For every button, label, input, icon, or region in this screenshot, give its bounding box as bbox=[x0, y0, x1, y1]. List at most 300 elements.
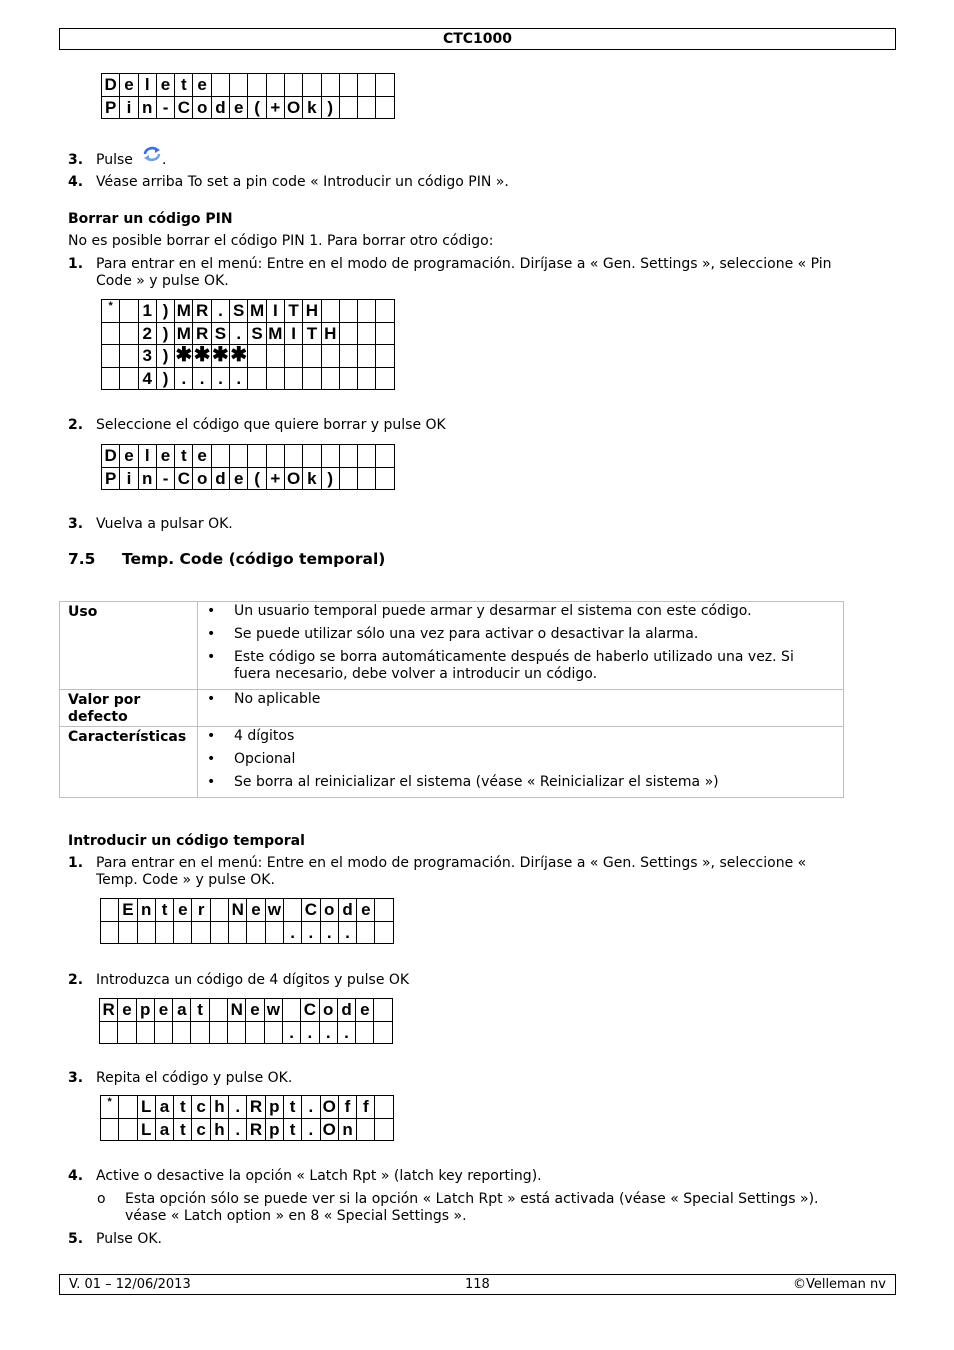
lcd-cell: e bbox=[154, 999, 172, 1022]
lcd-cell bbox=[321, 300, 339, 323]
lcd-row bbox=[102, 322, 395, 345]
step-number: 2. bbox=[68, 417, 84, 433]
lcd-cell bbox=[339, 300, 357, 323]
lcd-cell bbox=[374, 1021, 392, 1044]
lcd-cell bbox=[266, 74, 284, 97]
lcd-cell: e bbox=[230, 96, 248, 119]
lcd-cell: T bbox=[303, 322, 321, 345]
lcd-cell: D bbox=[102, 74, 120, 97]
lcd-cell bbox=[210, 921, 228, 944]
lcd-cell: t bbox=[283, 1096, 301, 1119]
lcd-cell: . bbox=[229, 1118, 247, 1141]
step-number: 3. bbox=[68, 516, 84, 532]
lcd-row bbox=[102, 467, 395, 490]
lcd-row bbox=[100, 1021, 393, 1044]
lcd-cell: * bbox=[101, 1096, 119, 1119]
lcd-cell: - bbox=[156, 96, 174, 119]
lcd-cell bbox=[374, 999, 392, 1022]
lcd-cell bbox=[264, 1021, 282, 1044]
lcd-cell bbox=[230, 445, 248, 468]
lcd-cell bbox=[228, 1021, 246, 1044]
lcd-cell: . bbox=[338, 921, 356, 944]
lcd-cell bbox=[192, 921, 210, 944]
lcd-display-delete-1 bbox=[101, 73, 395, 119]
lcd-cell bbox=[265, 921, 283, 944]
lcd-cell: o bbox=[320, 899, 338, 922]
lcd-cell bbox=[248, 445, 266, 468]
bullet: • bbox=[207, 751, 216, 767]
lcd-cell bbox=[303, 367, 321, 390]
lcd-cell: ( bbox=[248, 467, 266, 490]
lcd-cell: l bbox=[138, 74, 156, 97]
lcd-cell: a bbox=[155, 1096, 173, 1119]
lcd-row bbox=[102, 74, 395, 97]
footer-page-number: 118 bbox=[465, 1277, 490, 1292]
lcd-cell: p bbox=[265, 1118, 283, 1141]
spec-list-item bbox=[206, 691, 835, 708]
lcd-cell bbox=[284, 367, 302, 390]
section-title: Temp. Code (código temporal) bbox=[122, 550, 386, 568]
lcd-cell: O bbox=[284, 96, 302, 119]
lcd-cell: o bbox=[193, 467, 211, 490]
spec-label: Uso bbox=[60, 602, 198, 690]
lcd-cell: N bbox=[228, 999, 246, 1022]
lcd-cell: e bbox=[120, 445, 138, 468]
lcd-cell: I bbox=[266, 300, 284, 323]
lcd-cell bbox=[339, 96, 357, 119]
lcd-cell bbox=[284, 345, 302, 368]
lcd-cell bbox=[210, 899, 228, 922]
lcd-cell: d bbox=[337, 999, 355, 1022]
lcd-cell: O bbox=[320, 1096, 338, 1119]
lcd-cell: . bbox=[283, 921, 301, 944]
lcd-cell bbox=[283, 899, 301, 922]
lcd-cell bbox=[376, 74, 394, 97]
lcd-cell: . bbox=[211, 300, 229, 323]
lcd-cell: d bbox=[211, 467, 229, 490]
lcd-cell bbox=[358, 74, 376, 97]
step-text: Pulse OK. bbox=[96, 1231, 162, 1247]
paragraph: No es posible borrar el código PIN 1. Para borrar otro código: bbox=[68, 233, 494, 249]
step-text: Active o desactive la opción « Latch Rpt » (latch key reporting). bbox=[96, 1168, 542, 1184]
spec-item-text: Un usuario temporal puede armar y desarmar el sistema con este código. bbox=[234, 603, 752, 619]
lcd-cell bbox=[284, 445, 302, 468]
lcd-cell: C bbox=[175, 467, 193, 490]
spec-row bbox=[60, 690, 844, 727]
lcd-cell bbox=[358, 345, 376, 368]
lcd-cell: p bbox=[136, 999, 154, 1022]
lcd-cell: ✱ bbox=[212, 344, 229, 367]
step-number: 2. bbox=[68, 972, 84, 988]
lcd-cell bbox=[174, 921, 192, 944]
spec-list-item bbox=[206, 603, 835, 620]
header-title: CTC1000 bbox=[442, 31, 513, 47]
lcd-cell: e bbox=[193, 74, 211, 97]
lcd-display-enter-code bbox=[100, 898, 394, 944]
lcd-cell bbox=[321, 345, 339, 368]
lcd-cell: . bbox=[229, 1096, 247, 1119]
step-text: Para entrar en el menú: Entre en el modo de programación. Diríjase a « Gen. Settings », seleccione « Pin bbox=[96, 256, 832, 272]
lcd-cell bbox=[248, 367, 266, 390]
spec-values bbox=[198, 602, 844, 690]
lcd-cell: H bbox=[303, 300, 321, 323]
lcd-cell: S bbox=[230, 300, 248, 323]
lcd-cell bbox=[248, 345, 266, 368]
lcd-cell: S bbox=[211, 322, 229, 345]
spec-list-item bbox=[206, 728, 835, 745]
lcd-cell bbox=[376, 300, 394, 323]
lcd-display-pin-list bbox=[101, 299, 395, 390]
lcd-cell bbox=[376, 322, 394, 345]
lcd-cell: e bbox=[357, 899, 375, 922]
bullet: • bbox=[207, 774, 216, 790]
lcd-cell: e bbox=[174, 899, 192, 922]
lcd-cell: O bbox=[284, 467, 302, 490]
lcd-cell: . bbox=[337, 1021, 355, 1044]
lcd-cell: S bbox=[248, 322, 266, 345]
lcd-cell: e bbox=[118, 999, 136, 1022]
lcd-row bbox=[102, 300, 395, 323]
lcd-cell: . bbox=[302, 1118, 320, 1141]
lcd-cell bbox=[357, 921, 375, 944]
lcd-cell: R bbox=[247, 1096, 265, 1119]
lcd-cell: ) bbox=[156, 300, 174, 323]
spec-list-item bbox=[206, 751, 835, 768]
lcd-cell: ) bbox=[321, 467, 339, 490]
lcd-cell bbox=[102, 345, 120, 368]
lcd-cell bbox=[376, 367, 394, 390]
bullet: • bbox=[207, 626, 216, 642]
lcd-cell: a bbox=[173, 999, 191, 1022]
lcd-cell bbox=[321, 367, 339, 390]
lcd-row bbox=[102, 445, 395, 468]
lcd-cell bbox=[266, 345, 284, 368]
spec-list-item bbox=[206, 774, 835, 791]
lcd-cell: . bbox=[319, 1021, 337, 1044]
lcd-cell bbox=[191, 1021, 209, 1044]
lcd-cell: p bbox=[265, 1096, 283, 1119]
step-text: Véase arriba To set a pin code « Introducir un código PIN ». bbox=[96, 174, 509, 190]
sub-text: Esta opción sólo se puede ver si la opción « Latch Rpt » está activada (véase « Special Settings »). bbox=[125, 1191, 819, 1207]
lcd-cell: M bbox=[175, 300, 193, 323]
lcd-cell bbox=[339, 74, 357, 97]
lcd-cell: h bbox=[210, 1118, 228, 1141]
lcd-cell: 4 bbox=[138, 367, 156, 390]
lcd-cell: . bbox=[302, 921, 320, 944]
lcd-cell: - bbox=[156, 467, 174, 490]
lcd-cell bbox=[358, 322, 376, 345]
lcd-cell: w bbox=[265, 899, 283, 922]
lcd-cell bbox=[356, 1021, 374, 1044]
lcd-cell bbox=[154, 1021, 172, 1044]
spec-item-text: Se borra al reinicializar el sistema (véase « Reinicializar el sistema ») bbox=[234, 774, 719, 790]
lcd-cell bbox=[209, 999, 227, 1022]
lcd-cell: t bbox=[174, 1096, 192, 1119]
lcd-cell: c bbox=[192, 1096, 210, 1119]
step-text: Introduzca un código de 4 dígitos y pulse OK bbox=[96, 972, 410, 988]
lcd-cell: R bbox=[193, 300, 211, 323]
section-number: 7.5 bbox=[68, 550, 96, 568]
lcd-cell bbox=[357, 1118, 375, 1141]
lcd-cell bbox=[102, 367, 120, 390]
lcd-cell bbox=[101, 1118, 119, 1141]
lcd-cell bbox=[137, 921, 155, 944]
lcd-cell: ) bbox=[156, 367, 174, 390]
lcd-cell: 2 bbox=[138, 322, 156, 345]
refresh-icon bbox=[141, 145, 163, 163]
lcd-cell: . bbox=[230, 367, 248, 390]
footer-version: V. 01 – 12/06/2013 bbox=[69, 1277, 191, 1292]
lcd-cell: i bbox=[120, 96, 138, 119]
lcd-cell: e bbox=[230, 467, 248, 490]
lcd-cell: o bbox=[319, 999, 337, 1022]
lcd-cell bbox=[136, 1021, 154, 1044]
lcd-cell bbox=[266, 445, 284, 468]
lcd-cell: e bbox=[356, 999, 374, 1022]
lcd-cell: D bbox=[102, 445, 120, 468]
lcd-row bbox=[100, 999, 393, 1022]
lcd-cell: M bbox=[266, 322, 284, 345]
step-text: Seleccione el código que quiere borrar y pulse OK bbox=[96, 417, 446, 433]
lcd-cell: L bbox=[137, 1118, 155, 1141]
lcd-cell: I bbox=[284, 322, 302, 345]
lcd-cell bbox=[339, 367, 357, 390]
lcd-cell: . bbox=[193, 367, 211, 390]
lcd-cell: t bbox=[283, 1118, 301, 1141]
lcd-cell bbox=[266, 367, 284, 390]
lcd-cell: n bbox=[338, 1118, 356, 1141]
lcd-cell: 1 bbox=[138, 300, 156, 323]
bullet: • bbox=[207, 649, 216, 665]
lcd-cell bbox=[102, 322, 120, 345]
page-header bbox=[59, 28, 896, 50]
lcd-cell bbox=[211, 74, 229, 97]
lcd-cell bbox=[375, 921, 393, 944]
lcd-cell bbox=[358, 300, 376, 323]
lcd-cell bbox=[118, 1021, 136, 1044]
lcd-cell bbox=[339, 345, 357, 368]
lcd-cell bbox=[339, 467, 357, 490]
lcd-cell bbox=[339, 322, 357, 345]
subheading-borrar: Borrar un código PIN bbox=[68, 211, 233, 227]
sub-bullet: o bbox=[97, 1191, 106, 1207]
spec-label: Valor por defecto bbox=[60, 690, 198, 727]
step-text: Vuelva a pulsar OK. bbox=[96, 516, 233, 532]
lcd-cell: ) bbox=[321, 96, 339, 119]
sub-text-cont: véase « Latch option » en 8 « Special Settings ». bbox=[125, 1208, 467, 1224]
lcd-cell: R bbox=[100, 999, 118, 1022]
spec-table bbox=[59, 601, 844, 798]
step-number: 1. bbox=[68, 855, 84, 871]
lcd-cell: f bbox=[357, 1096, 375, 1119]
lcd-cell bbox=[230, 74, 248, 97]
lcd-cell: . bbox=[320, 921, 338, 944]
lcd-cell: h bbox=[210, 1096, 228, 1119]
lcd-cell bbox=[376, 345, 394, 368]
lcd-cell: M bbox=[248, 300, 266, 323]
step-text-end: . bbox=[162, 152, 167, 168]
lcd-cell: ✱ bbox=[193, 344, 211, 367]
lcd-cell: a bbox=[155, 1118, 173, 1141]
spec-values bbox=[198, 690, 844, 727]
lcd-display-repeat-code bbox=[99, 998, 393, 1044]
lcd-cell: * bbox=[102, 300, 120, 323]
lcd-cell: . bbox=[175, 367, 193, 390]
lcd-cell: . bbox=[301, 1021, 319, 1044]
lcd-cell bbox=[119, 921, 137, 944]
lcd-cell bbox=[120, 367, 138, 390]
lcd-cell bbox=[120, 345, 138, 368]
step-number: 3. bbox=[68, 1070, 84, 1086]
lcd-cell: i bbox=[120, 467, 138, 490]
lcd-cell bbox=[321, 74, 339, 97]
spec-row bbox=[60, 727, 844, 798]
lcd-cell: d bbox=[211, 96, 229, 119]
lcd-cell: ) bbox=[156, 322, 174, 345]
lcd-display-delete-2 bbox=[101, 444, 395, 490]
spec-item-text: Se puede utilizar sólo una vez para activar o desactivar la alarma. bbox=[234, 626, 699, 642]
step-text: Pulse bbox=[96, 152, 133, 168]
lcd-cell: n bbox=[138, 467, 156, 490]
step-number: 5. bbox=[68, 1231, 84, 1247]
step-number: 4. bbox=[68, 1168, 84, 1184]
lcd-cell: . bbox=[302, 1096, 320, 1119]
footer-copyright: ©Velleman nv bbox=[792, 1277, 886, 1292]
lcd-cell: P bbox=[102, 467, 120, 490]
lcd-cell: L bbox=[137, 1096, 155, 1119]
lcd-cell: w bbox=[264, 999, 282, 1022]
lcd-cell: e bbox=[156, 445, 174, 468]
lcd-cell: T bbox=[284, 300, 302, 323]
lcd-cell: e bbox=[156, 74, 174, 97]
lcd-cell: d bbox=[338, 899, 356, 922]
lcd-cell: t bbox=[175, 445, 193, 468]
lcd-cell bbox=[376, 96, 394, 119]
lcd-cell bbox=[248, 74, 266, 97]
lcd-cell: C bbox=[301, 999, 319, 1022]
lcd-cell: t bbox=[191, 999, 209, 1022]
spec-item-text: Este código se borra automáticamente después de haberlo utilizado una vez. Si fuera necesario, debe volver a introducir un código. bbox=[234, 649, 794, 682]
bullet: • bbox=[207, 603, 216, 619]
lcd-cell: n bbox=[138, 96, 156, 119]
step-number: 4. bbox=[68, 174, 84, 190]
step-text: Repita el código y pulse OK. bbox=[96, 1070, 293, 1086]
lcd-cell: e bbox=[193, 445, 211, 468]
lcd-cell bbox=[375, 899, 393, 922]
lcd-cell: f bbox=[338, 1096, 356, 1119]
lcd-cell bbox=[119, 1096, 137, 1119]
lcd-cell: t bbox=[174, 1118, 192, 1141]
lcd-cell: . bbox=[230, 322, 248, 345]
lcd-cell bbox=[282, 999, 300, 1022]
lcd-cell bbox=[376, 445, 394, 468]
lcd-cell bbox=[358, 367, 376, 390]
page-footer bbox=[59, 1274, 896, 1295]
lcd-cell: R bbox=[247, 1118, 265, 1141]
lcd-cell: ( bbox=[248, 96, 266, 119]
lcd-cell bbox=[358, 96, 376, 119]
lcd-row bbox=[102, 96, 395, 119]
lcd-cell: e bbox=[120, 74, 138, 97]
lcd-cell bbox=[303, 445, 321, 468]
lcd-row bbox=[101, 899, 394, 922]
lcd-row bbox=[102, 345, 395, 368]
lcd-cell: ✱ bbox=[175, 344, 193, 367]
spec-list-item bbox=[206, 626, 835, 643]
lcd-cell: H bbox=[321, 322, 339, 345]
lcd-display-latch bbox=[100, 1095, 394, 1141]
lcd-cell bbox=[247, 921, 265, 944]
lcd-cell: c bbox=[192, 1118, 210, 1141]
lcd-row bbox=[101, 921, 394, 944]
lcd-cell bbox=[358, 445, 376, 468]
lcd-cell: r bbox=[192, 899, 210, 922]
spec-row bbox=[60, 602, 844, 690]
lcd-cell bbox=[100, 1021, 118, 1044]
step-text-cont: Code » y pulse OK. bbox=[96, 273, 229, 289]
step-text-cont: Temp. Code » y pulse OK. bbox=[96, 872, 275, 888]
lcd-cell: 3 bbox=[138, 345, 156, 368]
lcd-cell bbox=[211, 445, 229, 468]
lcd-cell bbox=[120, 300, 138, 323]
lcd-cell bbox=[101, 899, 119, 922]
subheading-introducir: Introducir un código temporal bbox=[68, 833, 305, 849]
lcd-cell: e bbox=[246, 999, 264, 1022]
lcd-cell: k bbox=[303, 96, 321, 119]
lcd-cell bbox=[375, 1118, 393, 1141]
lcd-cell: k bbox=[303, 467, 321, 490]
step-text: Para entrar en el menú: Entre en el modo de programación. Diríjase a « Gen. Settings », seleccione « bbox=[96, 855, 807, 871]
lcd-cell: O bbox=[320, 1118, 338, 1141]
lcd-cell: ✱ bbox=[230, 344, 248, 367]
lcd-row bbox=[101, 1118, 394, 1141]
lcd-cell bbox=[339, 445, 357, 468]
lcd-cell: n bbox=[137, 899, 155, 922]
lcd-cell bbox=[101, 921, 119, 944]
lcd-cell: R bbox=[193, 322, 211, 345]
spec-values bbox=[198, 727, 844, 798]
lcd-cell: C bbox=[302, 899, 320, 922]
lcd-cell: M bbox=[175, 322, 193, 345]
lcd-cell bbox=[376, 467, 394, 490]
lcd-cell bbox=[246, 1021, 264, 1044]
bullet: • bbox=[207, 728, 216, 744]
spec-item-text: 4 dígitos bbox=[234, 728, 295, 744]
lcd-cell: e bbox=[247, 899, 265, 922]
lcd-cell bbox=[375, 1096, 393, 1119]
lcd-cell bbox=[119, 1118, 137, 1141]
step-number: 3. bbox=[68, 152, 84, 168]
lcd-cell: o bbox=[193, 96, 211, 119]
lcd-row bbox=[101, 1096, 394, 1119]
lcd-cell bbox=[284, 74, 302, 97]
spec-item-text: Opcional bbox=[234, 751, 296, 767]
lcd-cell bbox=[321, 445, 339, 468]
spec-label: Características bbox=[60, 727, 198, 798]
lcd-cell: l bbox=[138, 445, 156, 468]
lcd-cell bbox=[229, 921, 247, 944]
lcd-cell: . bbox=[282, 1021, 300, 1044]
lcd-cell: P bbox=[102, 96, 120, 119]
lcd-cell bbox=[303, 74, 321, 97]
lcd-cell bbox=[303, 345, 321, 368]
lcd-cell: . bbox=[211, 367, 229, 390]
spec-list-item bbox=[206, 649, 835, 683]
lcd-cell bbox=[155, 921, 173, 944]
lcd-cell: N bbox=[229, 899, 247, 922]
lcd-cell bbox=[120, 322, 138, 345]
lcd-cell: + bbox=[266, 96, 284, 119]
